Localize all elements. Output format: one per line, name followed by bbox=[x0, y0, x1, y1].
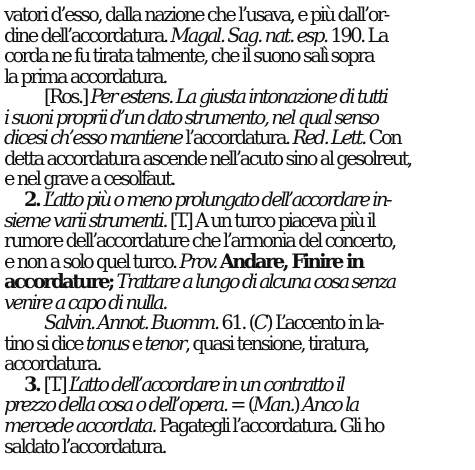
italic-text: C bbox=[253, 311, 267, 335]
italic-text: Magal. Sag. nat. esp. bbox=[170, 23, 327, 47]
text-run: [T.] A un turco piaceva più il bbox=[166, 208, 375, 232]
text-run: accordatura. bbox=[4, 352, 101, 376]
italic-text: Prov. bbox=[179, 249, 216, 273]
italic-text: sieme varii strumenti. bbox=[4, 208, 167, 232]
text-run: la prima accordatura. bbox=[4, 64, 166, 88]
text-run: tino si dice bbox=[4, 331, 86, 355]
italic-text: mercede accordata. bbox=[4, 414, 156, 437]
italic-text: Red. Lett. bbox=[292, 126, 365, 150]
italic-text: Per estens. La giusta intonazione di tutti bbox=[90, 85, 387, 109]
bold-text: Andare, Finire in bbox=[219, 249, 363, 273]
text-run: corda ne fu tirata talmente, che il suono salì sopra bbox=[4, 44, 374, 68]
text-run: l’accordatura. bbox=[181, 126, 293, 150]
italic-text: i suoni proprii d’un dato strumento, nel qual senso bbox=[4, 105, 378, 129]
italic-text: tenor bbox=[144, 331, 185, 355]
italic-text: prezzo della cosa o dell’opera. bbox=[4, 393, 227, 417]
bold-text: accordature; bbox=[4, 270, 113, 294]
text-run: ) bbox=[293, 393, 303, 417]
text-run: dine dell’accordatura. bbox=[4, 23, 171, 47]
italic-text: Salvin. Annot. Buomm. bbox=[44, 311, 218, 335]
italic-text: tonus bbox=[85, 331, 129, 355]
text-run: e non a solo quel turco. bbox=[4, 249, 180, 273]
bold-text: 3. bbox=[24, 372, 44, 396]
text-run: saldato l’accordatura. bbox=[4, 434, 166, 458]
text-run: Pagategli l’accordatura. Gli ho bbox=[155, 414, 384, 437]
text-run: [Ros.] bbox=[44, 85, 91, 109]
text-run: = ( bbox=[226, 393, 253, 417]
bold-text: 2. bbox=[24, 187, 44, 211]
text-run: vatori d’esso, dalla nazione che l’usava, e più dall’or- bbox=[4, 3, 388, 26]
text-run: , quasi tensione, tiratura, bbox=[184, 331, 368, 355]
text-run: detta accordatura ascende nell’acuto sino al gesolreut, bbox=[4, 146, 411, 170]
italic-text: Man. bbox=[252, 393, 294, 417]
text-run: 61. ( bbox=[217, 311, 254, 335]
text-run: e bbox=[128, 331, 145, 355]
italic-text: Trattare a lungo di alcuna cosa senza bbox=[116, 270, 395, 294]
italic-text: L’atto dell’accordare in un contratto il bbox=[68, 372, 344, 396]
text-run: e nel grave a cesolfaut. bbox=[4, 167, 175, 191]
text-run: Con bbox=[364, 126, 401, 150]
italic-text: Anco la bbox=[302, 393, 358, 417]
text-run: ) L’accento in la- bbox=[266, 311, 383, 335]
italic-text: dicesi ch’esso mantiene bbox=[4, 126, 182, 150]
text-run: [T.] bbox=[43, 372, 69, 396]
italic-text: venire a capo di nulla. bbox=[4, 290, 166, 314]
text-line bbox=[0, 435, 475, 459]
text-run: 190. La bbox=[326, 23, 388, 47]
text-run: rumore dell’accordature che l’armonia del concerto, bbox=[4, 229, 395, 253]
italic-text: L’atto più o meno prolungato dell’accordare in- bbox=[43, 187, 391, 211]
